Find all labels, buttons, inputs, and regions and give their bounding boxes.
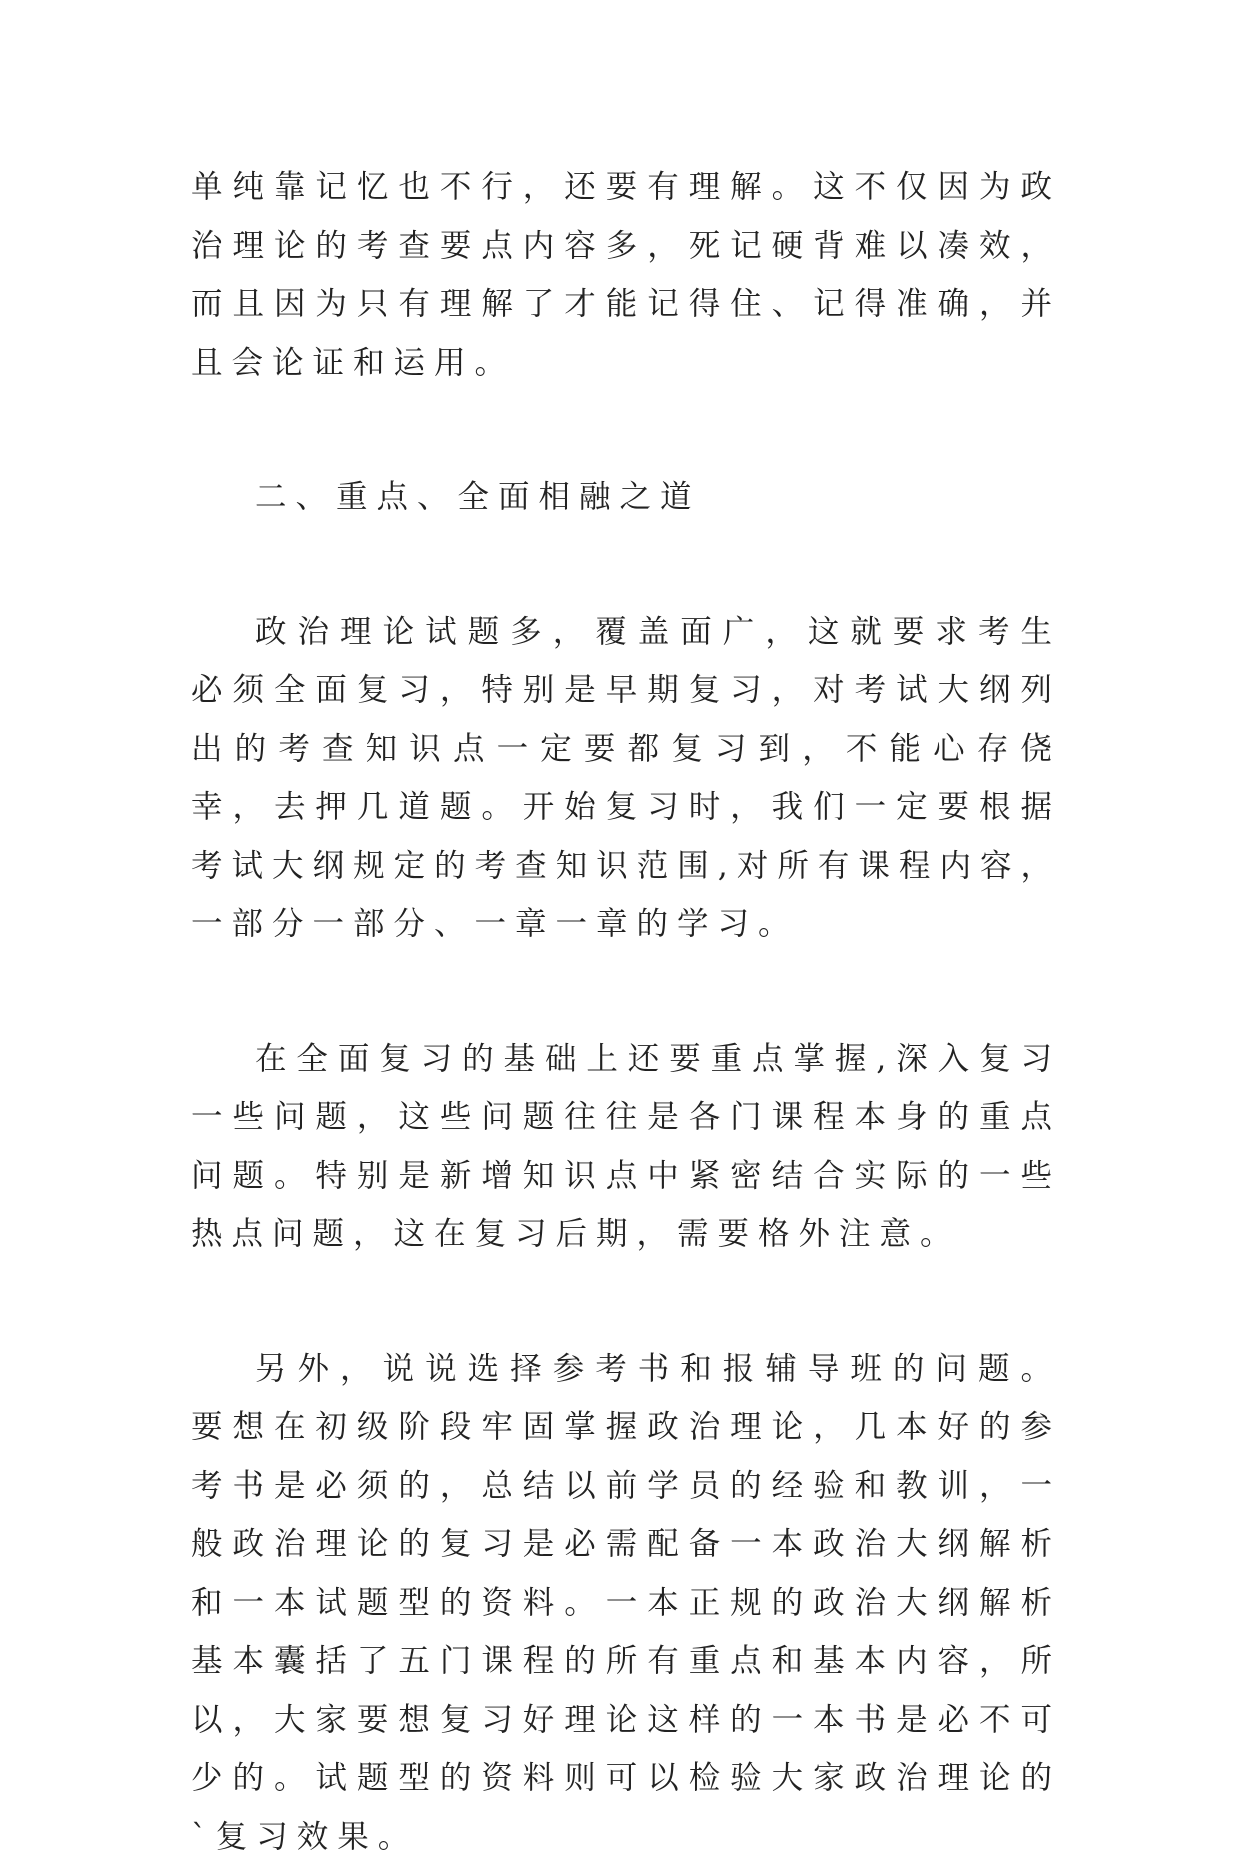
paragraph-continuation: 单纯靠记忆也不行，还要有理解。这不仅因为政治理论的考查要点内容多，死记硬背难以凑效，而且因为只有理解了才能记得住、记得准确，并且会论证和运用。 <box>191 158 1061 392</box>
paragraph-key-points: 在全面复习的基础上还要重点掌握,深入复习一些问题，这些问题往往是各门课程本身的重点问题。特别是新增知识点中紧密结合实际的一些热点问题，这在复习后期，需要格外注意。 <box>191 1030 1061 1264</box>
paragraph-comprehensive-review: 政治理论试题多，覆盖面广，这就要求考生必须全面复习，特别是早期复习，对考试大纲列出的考查知识点一定要都复习到，不能心存侥幸，去押几道题。开始复习时，我们一定要根据考试大纲规定的考查知识范围,对所有课程内容，一部分一部分、一章一章的学习。 <box>191 603 1061 954</box>
document-body <box>191 158 1061 1866</box>
paragraph-reference-books: 另外，说说选择参考书和报辅导班的问题。要想在初级阶段牢固掌握政治理论，几本好的参考书是必须的，总结以前学员的经验和教训，一般政治理论的复习是必需配备一本政治大纲解析和一本试题型的资料。一本正规的政治大纲解析基本囊括了五门课程的所有重点和基本内容，所以，大家要想复习好理论这样的一本书是必不可少的。试题型的资料则可以检验大家政治理论的`复习效果。 <box>191 1340 1061 1866</box>
section-heading: 二、重点、全面相融之道 <box>191 468 1061 527</box>
